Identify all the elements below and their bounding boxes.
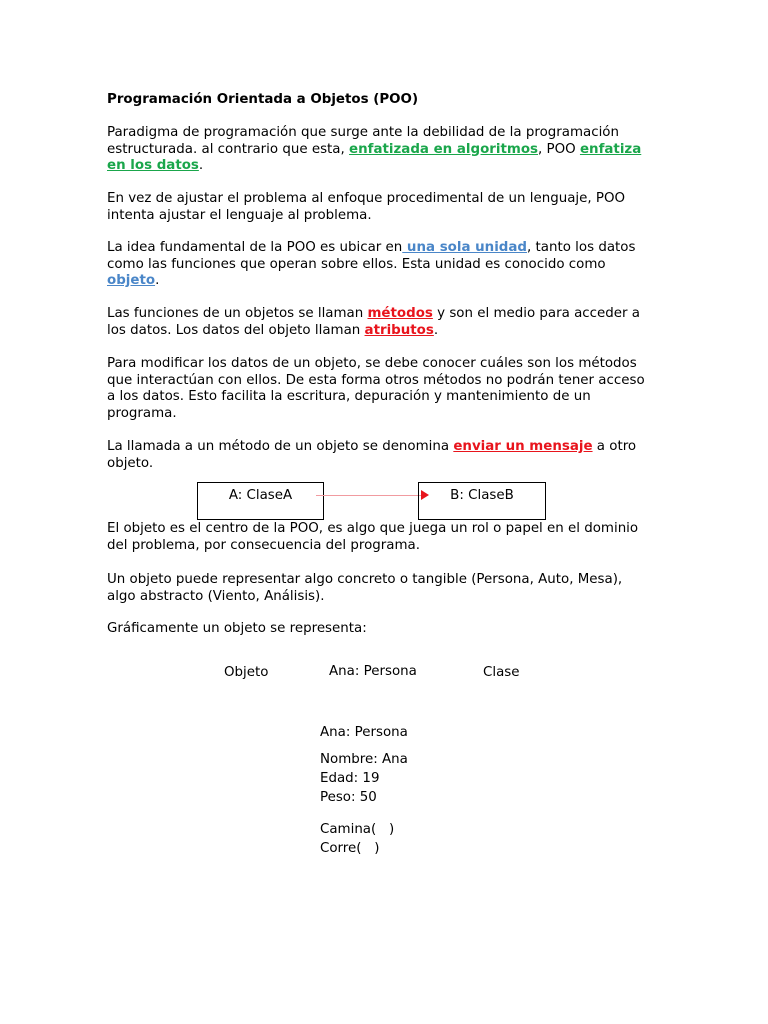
text-span: , tanto los datos: [527, 240, 636, 255]
text-span: La llamada a un método de un objeto se denomina: [107, 439, 454, 454]
paragraph-approach: [107, 191, 667, 224]
object-method: Corre( ): [320, 841, 380, 856]
paragraph-message: [107, 439, 667, 472]
paragraph-line: como las funciones que operan sobre ellos. Esta unidad es conocido como: [107, 256, 606, 272]
text-span: los datos. Los datos del objeto llaman: [107, 322, 365, 338]
object-attribute: Nombre: Ana: [320, 752, 408, 767]
text-span: .: [198, 158, 204, 173]
paragraph-line: que interactúan con ellos. De esta forma otros métodos no podrán tener acceso: [107, 372, 645, 388]
paragraph-modify: [107, 356, 667, 422]
highlight-enviar-mensaje: enviar un mensaje: [453, 439, 593, 454]
highlight-metodos: métodos: [367, 306, 433, 321]
paragraph-line: [107, 142, 667, 159]
highlight-algoritmos: enfatizada en algoritmos: [349, 141, 539, 157]
highlight-sola-unidad: una sola unidad: [402, 240, 528, 255]
paragraph-methods: [107, 306, 667, 339]
text-span: La idea fundamental de la POO es ubicar en: [107, 240, 403, 255]
paragraph-line: objeto.: [107, 455, 154, 471]
paragraph-line: Un objeto puede representar algo concreto o tangible (Persona, Auto, Mesa),: [107, 572, 623, 587]
paragraph-line: El objeto es el centro de la POO, es algo que juega un rol o papel en el dominio: [107, 521, 639, 536]
paragraph-line: Paradigma de programación que surge ante la debilidad de la programación: [107, 125, 619, 140]
page-title: Programación Orientada a Objetos (POO): [107, 92, 419, 107]
text-span: , POO: [538, 141, 580, 157]
paragraph-line: a los datos. Esto facilita la escritura, depuración y mantenimiento de un: [107, 389, 591, 404]
paragraph-paradigm: [107, 125, 667, 175]
paragraph-line: [107, 306, 667, 323]
text-span: a otro: [592, 439, 637, 454]
paragraph-line: [107, 240, 667, 257]
text-span: Las funciones de un objetos se llaman: [107, 306, 368, 321]
paragraph-line: [107, 158, 667, 175]
paragraph-line: Para modificar los datos de un objeto, se debe conocer cuáles son los métodos: [107, 356, 637, 371]
paragraph-graphic: Gráficamente un objeto se representa:: [107, 621, 367, 636]
object-method: Camina( ): [320, 822, 395, 837]
label-ana-persona: Ana: Persona: [329, 664, 417, 679]
paragraph-represent: [107, 572, 667, 605]
text-span: estructurada. al contrario que esta,: [107, 141, 350, 157]
paragraph-line: intenta ajustar el lenguaje al problema.: [107, 207, 372, 223]
paragraph-line: algo abstracto (Viento, Análisis).: [107, 588, 325, 604]
paragraph-center: [107, 521, 667, 554]
object-name: Ana: Persona: [320, 725, 408, 740]
highlight-enfatiza: enfatiza: [579, 141, 642, 157]
paragraph-idea: [107, 240, 667, 290]
paragraph-line: En vez de ajustar el problema al enfoque procedimental de un lenguaje, POO: [107, 191, 626, 206]
paragraph-line: programa.: [107, 405, 177, 421]
label-objeto: Objeto: [224, 665, 269, 680]
highlight-datos: en los datos: [107, 158, 199, 173]
class-b-box: B: ClaseB: [418, 482, 546, 520]
object-attribute: Peso: 50: [320, 790, 377, 805]
text-span: .: [155, 273, 160, 288]
label-clase: Clase: [483, 665, 520, 680]
class-a-box: A: ClaseA: [197, 482, 324, 520]
paragraph-line: [107, 323, 667, 340]
text-span: y son el medio para acceder a: [432, 306, 640, 321]
paragraph-line: [107, 439, 667, 456]
paragraph-line: del problema, por consecuencia del programa.: [107, 537, 421, 553]
highlight-objeto: objeto: [107, 273, 156, 288]
highlight-atributos: atributos: [364, 322, 434, 338]
text-span: .: [433, 322, 439, 338]
message-arrow-line: [316, 495, 424, 496]
paragraph-line: [107, 273, 667, 290]
object-attribute: Edad: 19: [320, 771, 380, 786]
